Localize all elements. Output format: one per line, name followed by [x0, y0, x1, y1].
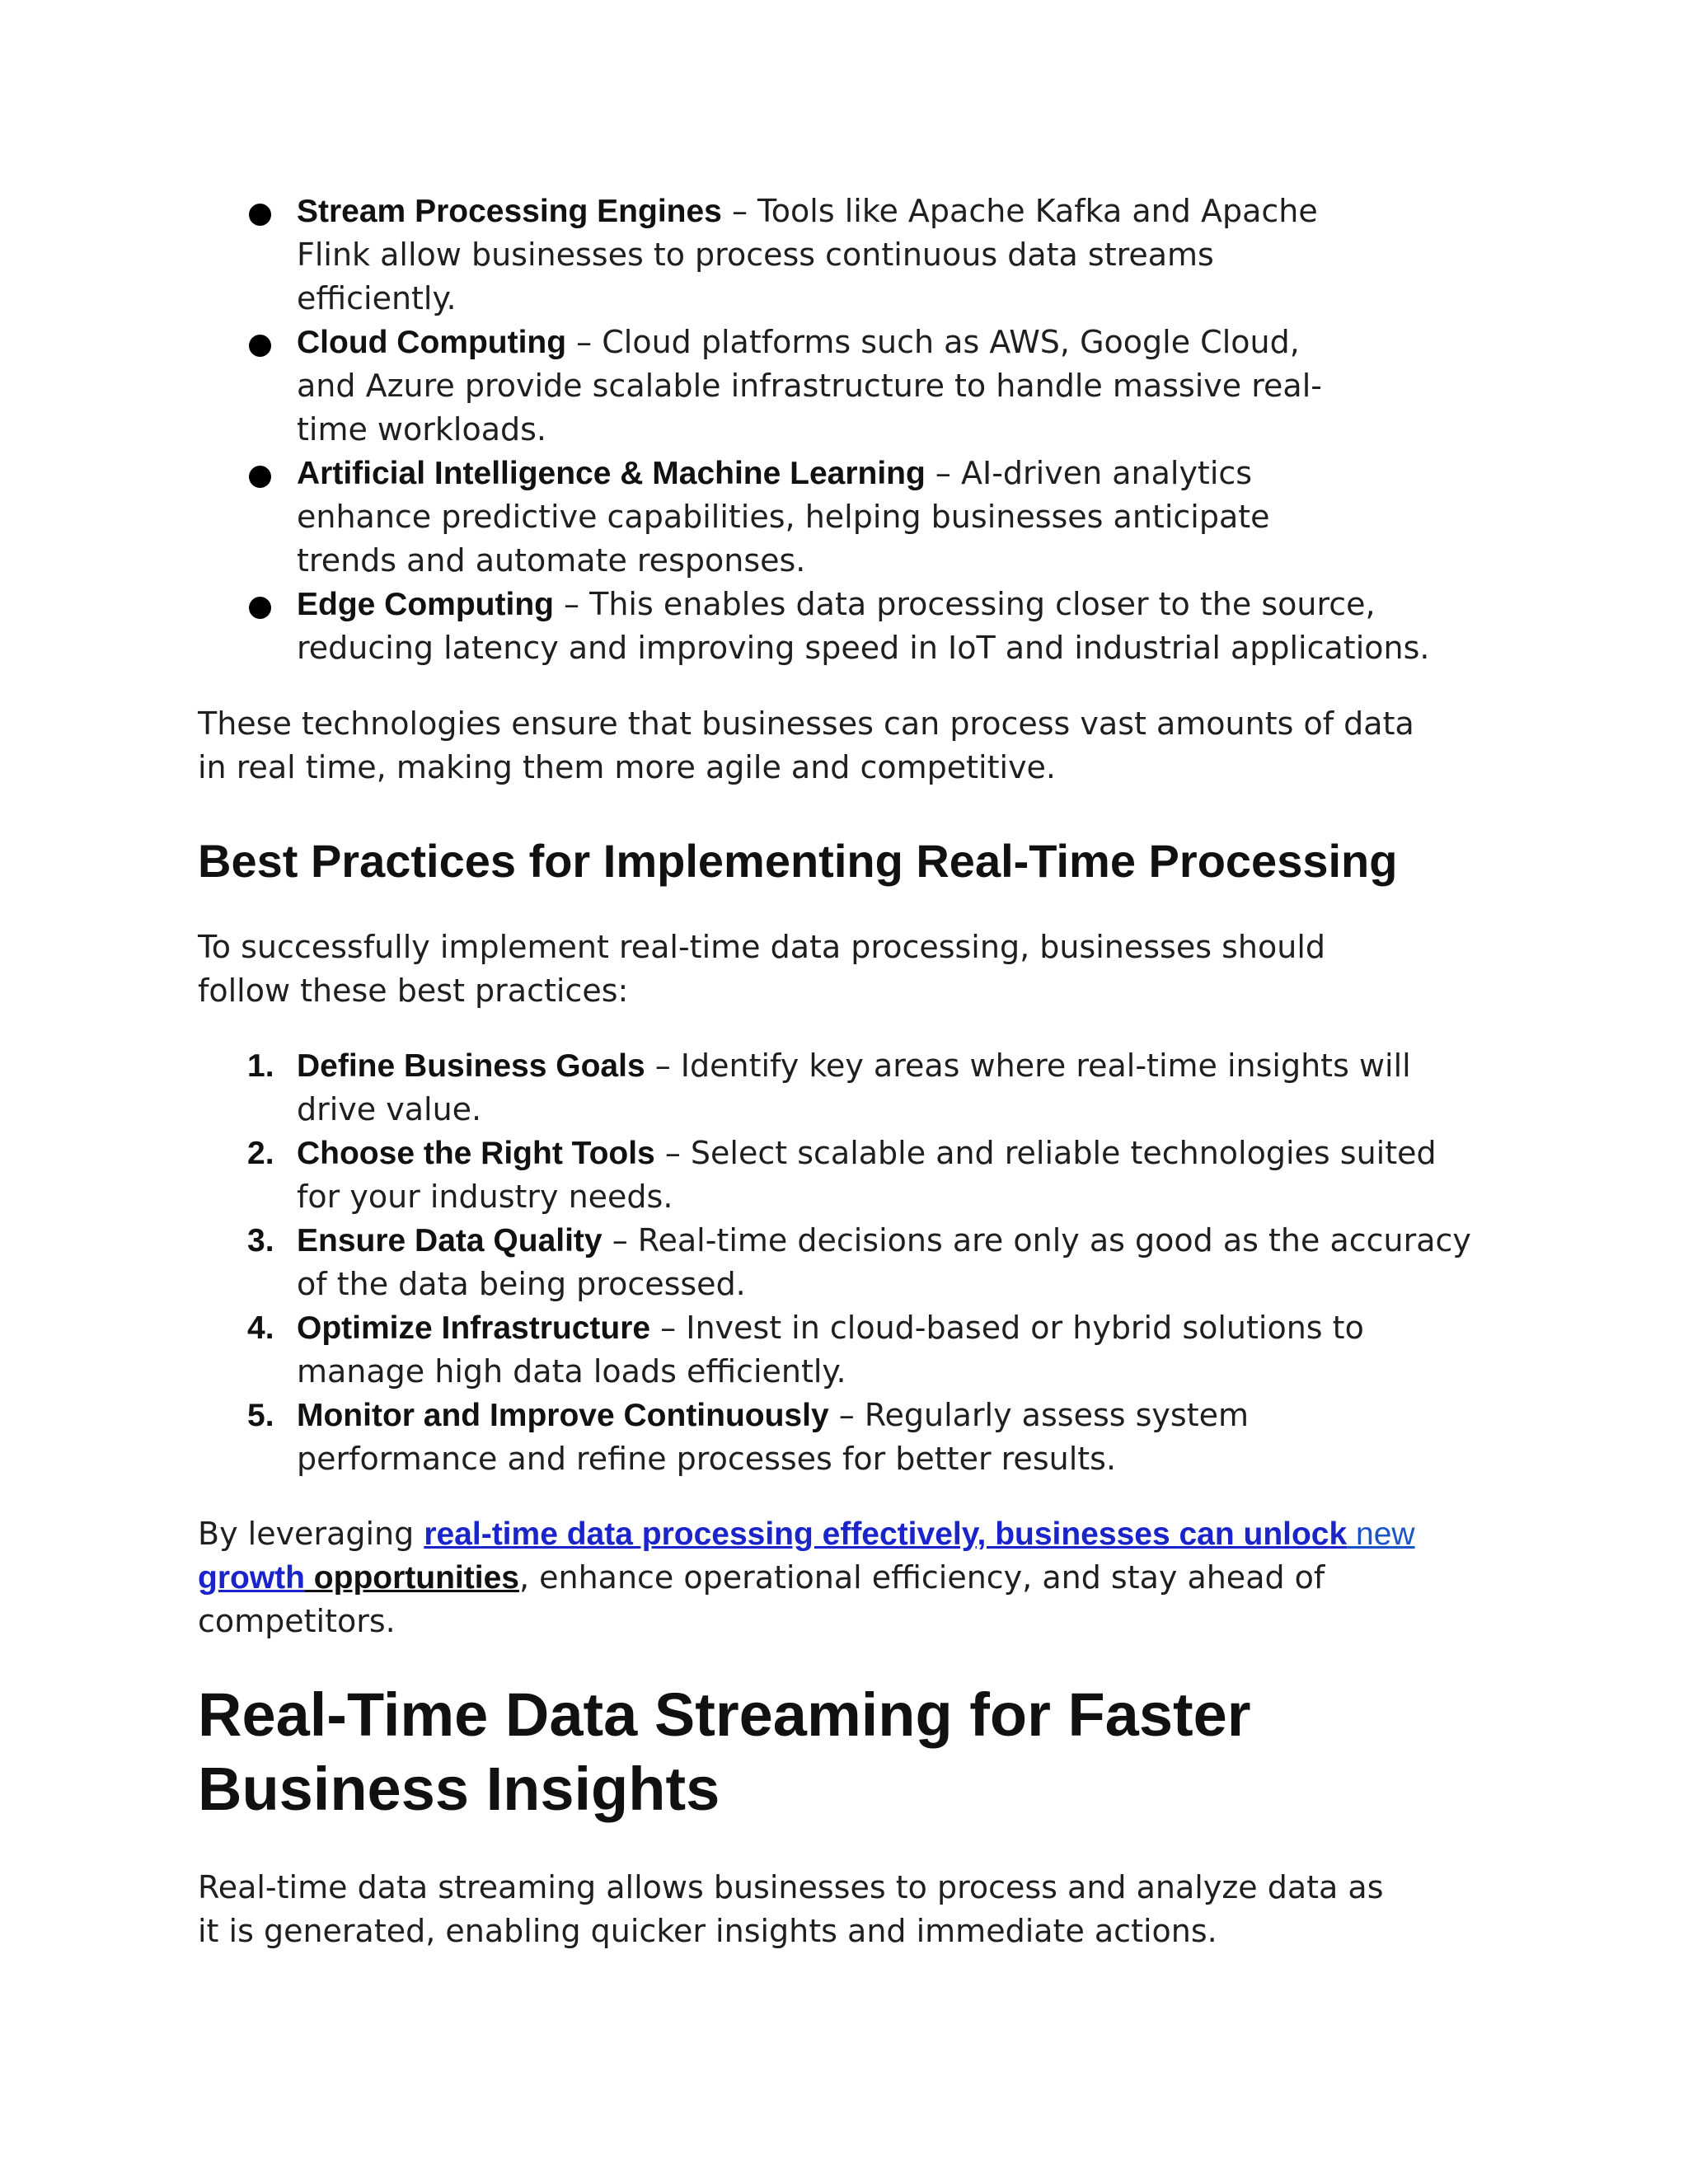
list-item-number: 1. — [247, 1048, 274, 1084]
list-item-term: Edge Computing — [297, 587, 554, 622]
list-item-number: 2. — [247, 1136, 274, 1171]
list-item — [198, 1306, 1484, 1394]
closing-suffix: , enhance operational efficiency, and stay ahead of competitors. — [198, 1559, 1325, 1639]
list-item-text: – Identify key areas where real-time insights will drive value. — [297, 1047, 1411, 1127]
list-item-term: Ensure Data Quality — [297, 1223, 603, 1258]
list-item-term: Cloud Computing — [297, 325, 567, 360]
list-item-term: Monitor and Improve Continuously — [297, 1398, 829, 1433]
list-item — [198, 1044, 1484, 1132]
list-item-text: – Regularly assess system performance and refine processes for better results. — [297, 1397, 1250, 1477]
list-item-text: – Cloud platforms such as AWS, Google Cloud, and Azure provide scalable infrastructure to handle massive real-time workloads. — [297, 324, 1322, 448]
list-item-text: – AI-driven analytics enhance predictive capabilities, helping businesses anticipate trends and automate responses. — [297, 455, 1270, 579]
list-item-text: – Select scalable and reliable technologies suited for your industry needs. — [297, 1135, 1437, 1215]
real-time-processing-link[interactable]: real-time data processing effectively, businesses can unlock — [424, 1516, 1348, 1552]
list-item-term: Stream Processing Engines — [297, 194, 722, 229]
closing-paragraph — [198, 1512, 1484, 1643]
list-item — [198, 1219, 1484, 1306]
growth-link[interactable]: growth — [198, 1560, 305, 1596]
bullet-icon — [249, 335, 271, 357]
list-item-term: Define Business Goals — [297, 1048, 645, 1084]
bullet-icon — [249, 204, 271, 226]
list-item — [198, 1394, 1484, 1481]
list-item-text: – This enables data processing closer to the source, reducing latency and improving speed in IoT and industrial applications. — [297, 586, 1430, 666]
best-practices-intro: To successfully implement real-time data processing, businesses should follow these best practices: — [198, 929, 1325, 1009]
closing-prefix: By leveraging — [198, 1516, 424, 1552]
list-item-number: 5. — [247, 1398, 274, 1433]
bullet-icon — [249, 466, 271, 488]
streaming-body: Real-time data streaming allows businesses to process and analyze data as it is generated, enabling quicker insights and immediate actions. — [198, 1869, 1384, 1949]
list-item-text: – Invest in cloud-based or hybrid solutions to manage high data loads efficiently. — [297, 1310, 1364, 1390]
list-item — [198, 583, 1484, 670]
list-item-text: – Real-time decisions are only as good as the accuracy of the data being processed. — [297, 1222, 1471, 1302]
tech-summary-paragraph: These technologies ensure that businesses can process vast amounts of data in real time, making them more agile and competitive. — [198, 705, 1414, 785]
list-item-term: Optimize Infrastructure — [297, 1310, 651, 1346]
new-link[interactable]: new — [1347, 1516, 1415, 1552]
list-item-text: – Tools like Apache Kafka and Apache Flink allow businesses to process continuous data streams efficiently. — [297, 193, 1318, 316]
list-item-number: 4. — [247, 1310, 274, 1346]
list-item — [198, 1132, 1484, 1219]
document-page — [198, 190, 1484, 1953]
streaming-heading: Real-Time Data Streaming for Faster Business Insights — [198, 1680, 1251, 1823]
list-item-term: Choose the Right Tools — [297, 1136, 655, 1171]
best-practices-list — [198, 1044, 1484, 1481]
list-item — [198, 190, 1484, 321]
technology-list — [198, 190, 1484, 670]
opportunities-link[interactable]: opportunities — [304, 1560, 519, 1596]
list-item-term: Artificial Intelligence & Machine Learning — [297, 456, 926, 491]
bullet-icon — [249, 597, 271, 619]
best-practices-heading: Best Practices for Implementing Real-Time Processing — [198, 835, 1398, 887]
list-item-number: 3. — [247, 1223, 274, 1258]
list-item — [198, 321, 1484, 452]
list-item — [198, 452, 1484, 583]
